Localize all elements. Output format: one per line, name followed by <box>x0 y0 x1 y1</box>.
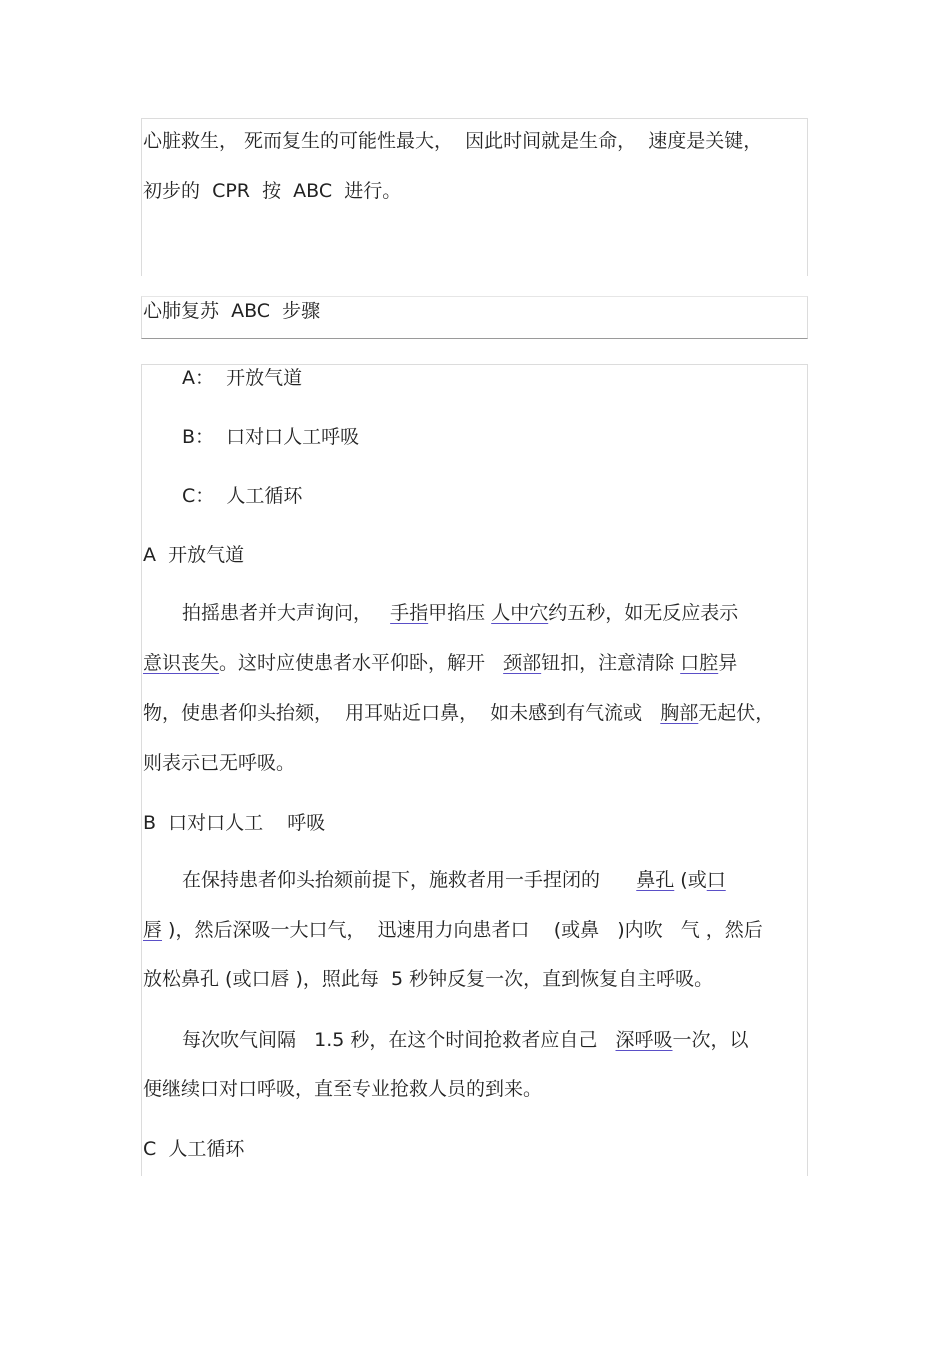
link-deep-breath[interactable]: 深呼吸 <box>615 1029 673 1051</box>
text: (或 <box>674 869 707 891</box>
intro-line-1: 心脏救生， 死而复生的可能性最大， 因此时间就是生命， 速度是关键， <box>143 130 763 152</box>
link-lip-part1[interactable]: 口 <box>706 869 726 891</box>
text: 在保持患者仰头抬颏前提下，施救者用一手捏闭的 <box>182 869 637 891</box>
text: 甲掐压 <box>428 602 492 624</box>
text: 异 <box>718 652 738 674</box>
link-nostril[interactable]: 鼻孔 <box>636 869 675 891</box>
step-b: B： 口对口人工呼吸 <box>182 426 360 448</box>
text: 物，使患者仰头抬颏， 用耳贴近口鼻， 如未感到有气流或 <box>143 702 661 724</box>
text: 。这时应使患者水平仰卧，解开 <box>219 652 504 674</box>
section-c-heading: C 人工循环 <box>143 1138 245 1160</box>
section-a-para-line-1 <box>182 601 738 625</box>
text: 每次吹气间隔 1.5 秒，在这个时间抢救者应自己 <box>182 1029 616 1051</box>
text: 一次，以 <box>672 1029 749 1051</box>
step-c: C： 人工循环 <box>182 485 303 507</box>
link-unconsciousness[interactable]: 意识丧失 <box>143 652 220 674</box>
section-a-heading: A 开放气道 <box>143 544 245 566</box>
section-a-para-line-2 <box>143 651 737 675</box>
section-b-para1-line-3: 放松鼻孔 (或口唇 )，照此每 5 秒钟反复一次，直到恢复自主呼吸。 <box>143 968 714 990</box>
section-b-para2-line-2: 便继续口对口呼吸，直至专业抢救人员的到来。 <box>143 1078 543 1100</box>
section-a-para-line-4: 则表示已无呼吸。 <box>143 752 296 774</box>
intro-line-2: 初步的 CPR 按 ABC 进行。 <box>143 180 402 202</box>
text: 无起伏， <box>698 702 775 724</box>
step-a: A： 开放气道 <box>182 367 303 389</box>
link-chest[interactable]: 胸部 <box>660 702 699 724</box>
link-finger[interactable]: 手指 <box>390 602 429 624</box>
link-renzhong-point[interactable]: 人中穴 <box>491 602 549 624</box>
section-b-heading: B 口对口人工 呼吸 <box>143 812 326 834</box>
link-lip-part2[interactable]: 唇 <box>143 919 163 941</box>
section-b-para2-line-1 <box>182 1028 749 1052</box>
steps-heading: 心肺复苏 ABC 步骤 <box>143 300 321 322</box>
section-b-para1-line-2 <box>143 918 763 942</box>
link-mouth[interactable]: 口腔 <box>680 652 719 674</box>
section-a-para-line-3 <box>143 701 774 725</box>
section-b-para1-line-1 <box>182 868 726 892</box>
text: )，然后深吸一大口气， 迅速用力向患者口 (或鼻 )内吹 气 ，然后 <box>162 919 763 941</box>
link-neck[interactable]: 颈部 <box>503 652 542 674</box>
text: 拍摇患者并大声询问， <box>182 602 391 624</box>
text: 约五秒，如无反应表示 <box>548 602 739 624</box>
text: 钮扣，注意清除 <box>541 652 681 674</box>
